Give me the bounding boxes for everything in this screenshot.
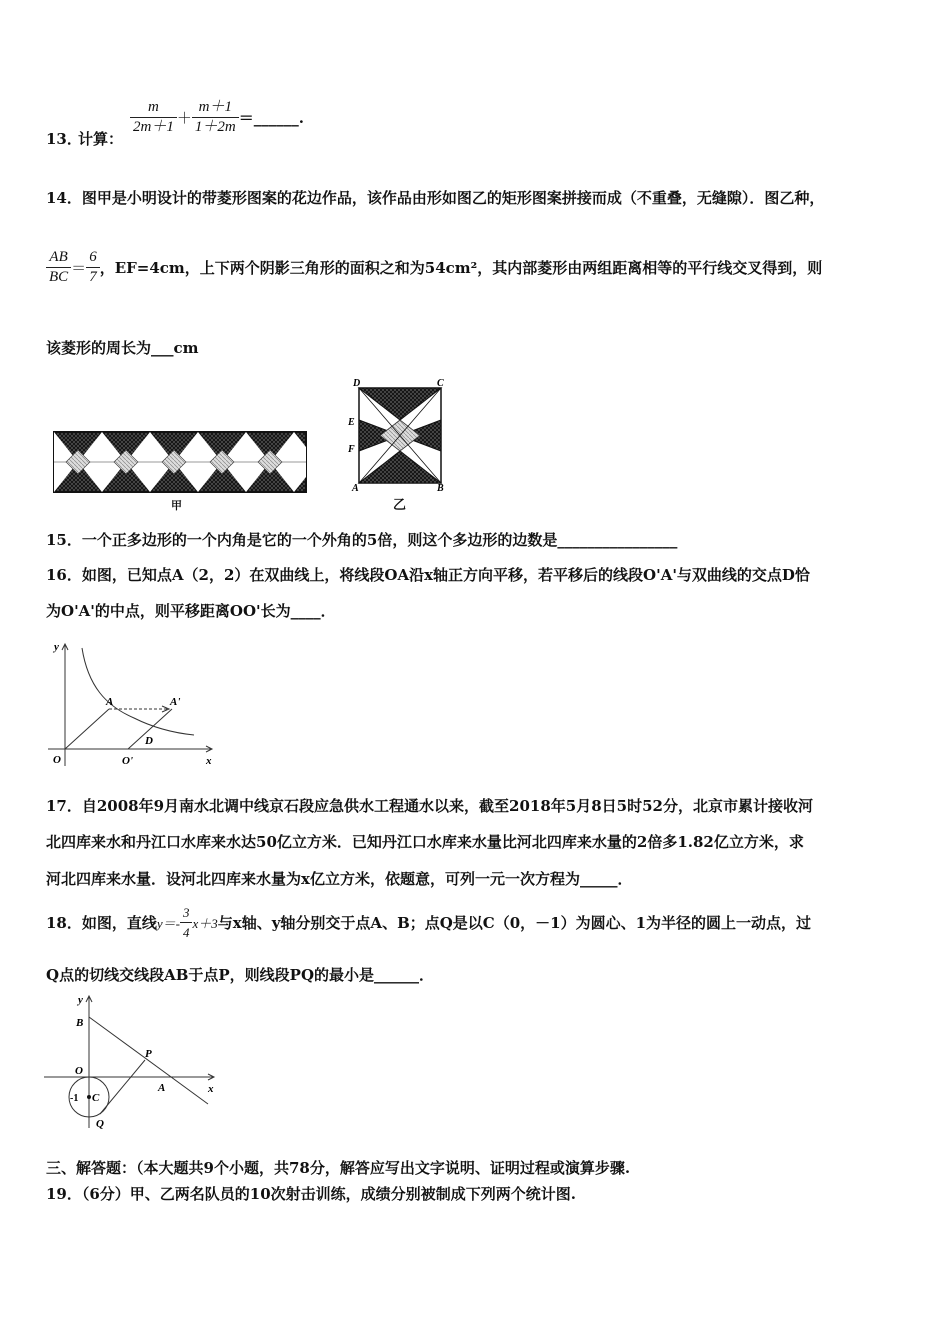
yi-label-a: A [352, 483, 359, 493]
q16-label-o: O [53, 754, 61, 766]
q14-figure-jia [50, 428, 310, 498]
q18-label-b: B [76, 1017, 84, 1029]
q13-frac2-den: 1＋2m [194, 119, 236, 135]
q13-frac2 [192, 98, 239, 137]
q14-caption-yi: 乙 [393, 498, 407, 513]
q16-graph [44, 638, 224, 770]
q14-val-den: 7 [89, 269, 97, 285]
q18-frac-den: 4 [182, 925, 190, 940]
q13-plus: ＋ [176, 109, 192, 127]
q18-frac [180, 903, 193, 942]
q14-ratio [46, 248, 822, 287]
q16-label-d: D [145, 735, 153, 747]
q17-line2: 北四库来水和丹江口水库来水达50亿立方米．已知丹江口水库来水量比河北四库来水量的2倍多1.82亿立方米，求 [46, 833, 804, 851]
q13-frac1-num: m [130, 98, 177, 118]
yi-label-c: C [437, 378, 444, 389]
q18-eq-right: x＋3 [192, 916, 218, 931]
q14-frac-ab-bc [46, 248, 71, 287]
q13-expression [130, 98, 304, 137]
q14-frac-den: BC [49, 269, 69, 285]
q18-line1 [46, 903, 811, 942]
q14-line1: 14．图甲是小明设计的带菱形图案的花边作品，该作品由形如图乙的矩形图案拼接而成（不重叠，无缝隙）．图乙种， [46, 189, 825, 207]
q14-caption-jia: 甲 [171, 499, 182, 512]
q18-rest: 与x轴、y轴分别交于点A、B；点Q是以C（0，－1）为圆心、1为半径的圆上一动点，过 [217, 914, 812, 932]
q14-val-num: 6 [86, 248, 100, 268]
q16-line1: 16．如图，已知点A（2，2）在双曲线上，将线段OA沿x轴正方向平移，若平移后的线段O'A'与双曲线的交点D恰 [46, 566, 810, 584]
q13-frac1-den: 2m＋1 [133, 119, 174, 135]
yi-label-e: E [348, 417, 355, 428]
yi-label-f: F [348, 444, 355, 455]
q18-label-x: x [208, 1083, 214, 1095]
q14-frac-num: AB [46, 248, 71, 268]
q18-label-y: y [78, 994, 83, 1006]
q13-number: 13． [46, 130, 82, 148]
q14-frac-val [86, 248, 100, 287]
q18-line-ab [89, 1017, 208, 1104]
q18-graph [42, 990, 222, 1130]
q18-label-q: Q [96, 1118, 104, 1130]
q16-label-o1: O' [122, 755, 133, 767]
q14-figure-yi [345, 378, 450, 493]
q18-label-o: O [75, 1065, 83, 1077]
q18-label-p: P [145, 1048, 152, 1060]
yi-label-d: D [353, 378, 361, 389]
section3-heading: 三、解答题：（本大题共9个小题，共78分，解答应写出文字说明、证明过程或演算步骤. [46, 1159, 631, 1177]
q14-line3: 该菱形的周长为___cm [46, 339, 199, 357]
q16-label-a1: A' [170, 696, 181, 708]
q15-text: 15．一个正多边形的一个内角是它的一个外角的5倍，则这个多边形的边数是________________ [46, 531, 678, 549]
q18-label-a: A [158, 1082, 166, 1094]
q13-frac1 [130, 98, 177, 137]
q13-label: 计算： [78, 130, 124, 148]
q16-label-x: x [206, 755, 212, 767]
q16-line2: 为O'A'的中点，则平移距离OO'长为____． [46, 602, 336, 620]
q18-frac-num: 3 [180, 903, 193, 923]
q18-prefix: 18．如图，直线 [46, 914, 157, 932]
yi-label-b: B [437, 483, 444, 493]
q18-label-minus1: -1 [70, 1093, 79, 1104]
q13-tail: ＝______. [238, 109, 304, 127]
q18-line2: Q点的切线交线段AB于点P，则线段PQ的最小是______． [46, 966, 435, 984]
q14-line2: ，EF=4cm，上下两个阴影三角形的面积之和为54cm²，其内部菱形由两组距离相等的平行线交叉得到，则 [99, 259, 823, 277]
q16-hyperbola [82, 648, 194, 735]
q16-segment-oa [65, 709, 109, 749]
q17-line3: 河北四库来水量．设河北四库来水量为x亿立方米，依题意，可列一元一次方程为_____． [46, 870, 633, 888]
q16-label-a: A [106, 696, 114, 708]
q14-eq: ＝ [71, 259, 87, 277]
q13-frac2-num: m＋1 [192, 98, 239, 118]
q16-label-y: y [54, 641, 59, 653]
q19-text: 19．（6分）甲、乙两名队员的10次射击训练，成绩分别被制成下列两个统计图. [46, 1185, 576, 1203]
q18-eq-left: y＝- [156, 916, 180, 931]
q17-line1: 17．自2008年9月南水北调中线京石段应急供水工程通水以来，截至2018年5月8日5时52分，北京市累计接收河 [46, 797, 813, 815]
q18-label-c: C [92, 1092, 100, 1104]
